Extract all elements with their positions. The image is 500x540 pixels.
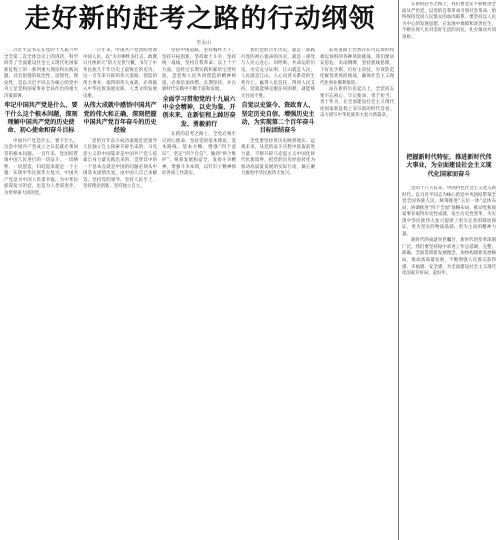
right-article-bottom: 党的十八大以来，中国特色社会主义进入新时代。以习近平同志为核心的党中央团结带领全党全国各族人民，统筹推进“五位一体”总体布局，协调推进“四个全面”战略布局，推动党和国家事业取得历史性成就、发生历史性变革，为实现中华民族伟大复兴提供了更为完善的制度保证、更为坚实的物质基础、更为主动的精神力量。 新时代的成就举世瞩目，新时代的变革深刻广泛。我们要坚持稳中求进工作总基调，完整、准确、全面贯彻新发展理念，加快构建新发展格局，推动高质量发展，不断增强人民群众获得感、幸福感、安全感，为全面建设社会主义现代化国家开好局、起好步。	[402, 186, 496, 277]
section-subhead-4: 自觉以史鉴今、资政育人，坚定历史自信、增强历史主动，为实现第二个百年奋斗目标团结奋斗	[241, 102, 315, 135]
section-subhead-1: 牢记中国共产党是什么、要干什么这个根本问题，深刻理解中国共产党的历史使命、初心使命和奋斗目标	[4, 102, 78, 135]
article-column-3: 坚持中国道路，坚持胸怀天下，坚持开拓创新，坚持敢于斗争，坚持统一战线，坚持自我革命。以上十个方面，是经过长期实践积累的宝贵经验，是党和人民共同创造的精神财富，必须倍加珍惜、长期坚持，并在新时代实践中不断丰富和发展。 全面学习贯彻党的十九届六中全会精神，以史为鉴、开创未来，在新征程上踔厉奋发、勇毅前行 在新的赶考之路上，全党必须牢记初心使命，坚持党的基本理论、基本路线、基本方略，增强“四个意识”、坚定“四个自信”、做到“两个维护”，统筹发展和安全，发扬斗争精神，增强斗争本领，以钉钉子精神抓好各项工作落实。	[162, 48, 236, 177]
article-column-5: 前进道路上仍然存在可以预料和难以预料的各种风险挑战。我们要居安思危、未雨绸缪，坚持底线思维，下好先手棋、打好主动仗，有效防范化解各类风险挑战，确保社会主义现代化事业顺利推进。 站在新的历史起点上，全党同志要不忘初心、牢记使命，勇于担当、善于作为，在全面建设社会主义现代化国家新征程上书写新的时代答卷，奋力谱写中华民族伟大复兴新篇章。	[320, 48, 394, 119]
section-subhead-2: 从伟大成就中感悟中国共产党的伟大和正确，深刻把握中国共产党百年奋斗的历史经验	[83, 102, 157, 135]
section-subhead-3: 全面学习贯彻党的十九届六中全会精神，以史为鉴、开创未来，在新征程上踔厉奋发、勇毅前行	[162, 95, 236, 128]
right-section-subhead: 把握新时代特征，推进新时代伟大事业，为全面建设社会主义现代化国家而奋斗	[406, 154, 492, 178]
headline: 走好新的赶考之路的行动纲领	[24, 4, 376, 34]
column-divider	[398, 0, 399, 540]
byline: 李永山	[196, 40, 212, 46]
article-column-2: 一百年来，中国共产党团结带领中国人民，以“为有牺牲多壮志，敢教日月换新天”的大无畏气概，书写了中华民族几千年历史上最恢宏的史诗。这一百年来开辟的伟大道路、创造的伟大事业、取得的伟大成就，必将载入中华民族发展史册、人类文明发展史册。 从伟大成就中感悟中国共产党的伟大和正确，深刻把握中国共产党百年奋斗的历史经验 党的百年奋斗成功道路是党领导人民独立自主探索开辟出来的，马克思主义的中国篇章是中国共产党人依靠自身力量实践出来的，贯穿其中的一个基本点就是中国的问题必须从中国基本国情出发，由中国人自己来解答。坚持党的领导，坚持人民至上，坚持理论创新，坚持独立自主。	[83, 48, 157, 190]
article-column-1: 习近平总书记在党的十九届六中全会第二次全体会议上的讲话，科学回答了全面建设社会主义现代化国家新征程上的一系列重大理论和实践问题，具有很强的政治性、思想性、理论性，是以习近平同志为核心的党中央立足党和国家事业全局作出的重大决策部署。 牢记中国共产党是什么、要干什么这个根本问题，深刻理解中国共产党的历史使命、初心使命和奋斗目标 中国共产党是什么、要干什么，这是中国共产党成立之日起就必须回答的根本问题。一百年来，党团结带领中国人民进行的一切奋斗、一切牺牲、一切创造，归结起来就是一个主题：实现中华民族伟大复兴。中国共产党是为中国人民谋幸福、为中华民族谋复兴的党，也是为人类谋进步、为世界谋大同的党。	[4, 48, 78, 196]
right-article-top: 在新的赶考之路上，我们要坚定不移推进全面从严治党，以党的自我革命引领社会革命，始终保持党同人民群众的血肉联系。要坚持以人民为中心的发展思想，在发展中保障和改善民生，不断实现人民对美好生活的向往，扎实推动共同富裕。	[402, 2, 496, 40]
article-column-4: 我们党的百年历史，就是一部践行党的初心使命的历史，就是一部党与人民心连心、同呼吸、共命运的历史。历史充分证明，江山就是人民，人民就是江山，人心向背关系党的生死存亡。赢得人民信任，得到人民支持，党就能够克服任何困难，就能够无往而不胜。 自觉以史鉴今、资政育人，坚定历史自信、增强历史主动，为实现第二个百年奋斗目标团结奋斗 全党要坚持用历史映照现实、远观未来，从党的奋斗历程中汲取前进力量，不断开辟马克思主义中国化时代化新境界，把党的历史经验转化为推动高质量发展的实际行动，凝心聚力推进中华民族伟大复兴。	[241, 48, 315, 177]
